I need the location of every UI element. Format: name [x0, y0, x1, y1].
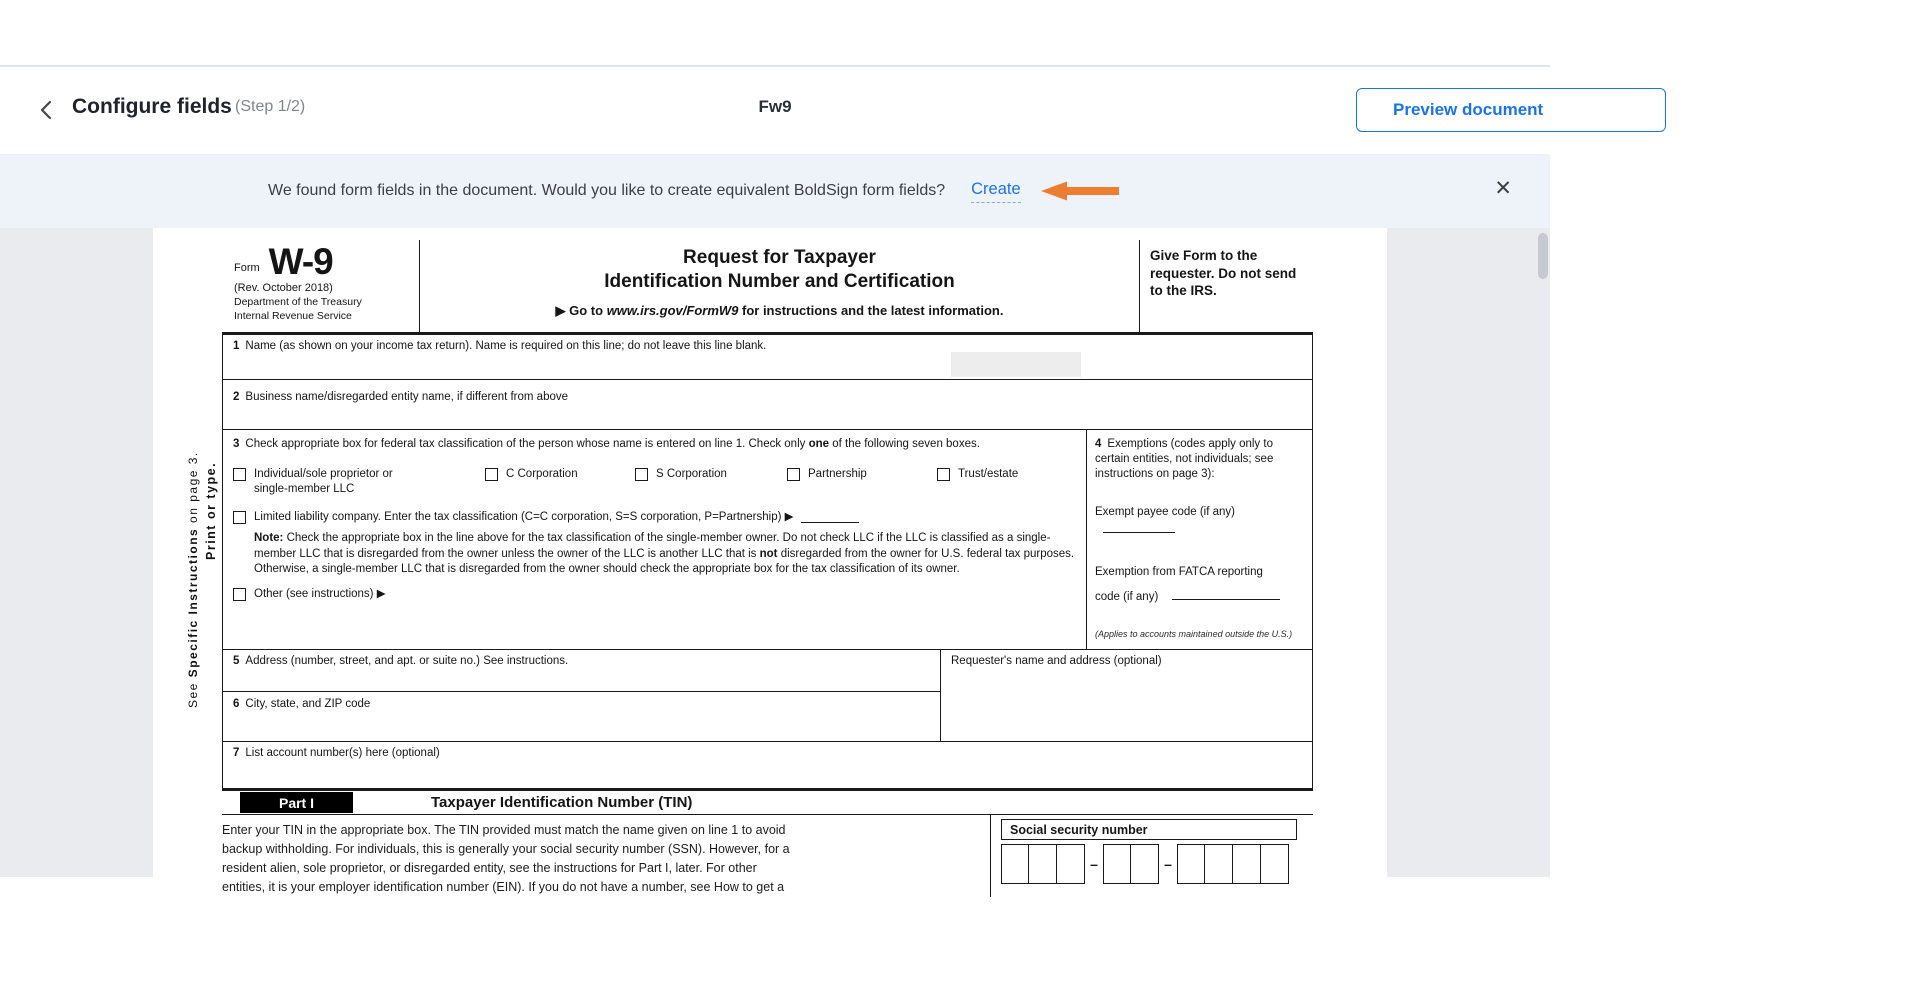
line6-label: City, state, and ZIP code — [245, 698, 371, 710]
agency-label: Internal Revenue Service — [234, 310, 352, 323]
fatca-line2: code (if any) — [1095, 587, 1304, 605]
classification-option — [485, 467, 635, 497]
form-title-line2: Identification Number and Certification — [604, 270, 955, 292]
part1-header-band — [222, 788, 1313, 815]
classification-checkbox[interactable] — [787, 468, 800, 481]
other-checkbox[interactable] — [233, 588, 246, 601]
w9-title-block — [420, 240, 1140, 332]
w9-address-section — [222, 650, 1313, 742]
classification-option-label: C Corporation — [506, 468, 578, 480]
classification-checkbox[interactable] — [485, 468, 498, 481]
w9-form — [186, 240, 1313, 897]
llc-label: Limited liability company. Enter the tax classification (C=C corporation, S=S corporation, P=Partnership) ▶ — [254, 511, 794, 523]
top-strip — [0, 0, 1550, 67]
ssn-dash: – — [1164, 856, 1172, 872]
classification-checkbox-row — [233, 467, 1086, 497]
detected-form-field — [951, 352, 1081, 377]
preview-document-label: Preview document — [1393, 100, 1544, 119]
line6-city-row: 6 City, state, and ZIP code — [233, 698, 371, 710]
form-word: Form — [234, 262, 260, 275]
step-indicator: (Step 1/2) — [235, 98, 306, 115]
ssn-area — [990, 815, 1313, 897]
line4-label: 4 Exemptions (codes apply only to certain entities, not individuals; see instructions on page 3): — [1095, 438, 1274, 480]
w9-form-id-block — [222, 240, 420, 332]
ssn-dash: – — [1090, 856, 1098, 872]
fatca-line1: Exemption from FATCA reporting — [1095, 566, 1263, 578]
llc-note: Note: Check the appropriate box in the line above for the tax classification of the single-member owner. Do not check LLC if the LLC is classified as a single-member LLC that is disregarded from the owner unless the owner of the LLC is another LLC that is not disregarded from the owner for U.S. federal tax purposes. Otherwise, a single-member LLC that is disregarded from the owner should check the appropriate box for the tax classification of its owner. — [254, 532, 1075, 575]
w9-header-row — [222, 240, 1313, 335]
ssn-digit-box — [1131, 844, 1159, 884]
line3-classification-cell — [223, 430, 1087, 649]
classification-option-label: Trust/estate — [958, 468, 1019, 480]
classification-option-label: Partnership — [808, 468, 867, 480]
line2-label: Business name/disregarded entity name, if different from above — [245, 391, 569, 403]
ssn-digit-box — [1177, 844, 1205, 884]
exempt-payee-line: Exempt payee code (if any) — [1095, 505, 1304, 538]
part1-label: Part I — [240, 792, 353, 813]
form-title-line1: Request for Taxpayer — [683, 247, 876, 268]
w9-line2-business-row: 2 Business name/disregarded entity name, if different from above — [222, 380, 1313, 430]
classification-checkbox[interactable] — [937, 468, 950, 481]
ssn-digit-group — [1177, 844, 1289, 884]
left-arrow-annotation — [1039, 179, 1121, 203]
ssn-digit-box — [1029, 844, 1057, 884]
classification-option-label: Individual/sole proprietor or single-member LLC — [254, 468, 393, 495]
page-title: Configure fields — [72, 95, 232, 118]
document-viewer — [0, 228, 1550, 894]
llc-classification-blank — [801, 510, 859, 523]
ssn-digit-box — [1205, 844, 1233, 884]
requester-cell: Requester's name and address (optional) — [951, 655, 1162, 667]
line7-label: List account number(s) here (optional) — [245, 747, 440, 759]
ssn-digit-group — [1103, 844, 1159, 884]
form-revision: (Rev. October 2018) — [234, 282, 333, 295]
document-page[interactable] — [153, 228, 1387, 988]
give-form-note: Give Form to the requester. Do not send to the IRS. — [1150, 248, 1297, 299]
w9-line1-name-row: 1 Name (as shown on your income tax return). Name is required on this line; do not leave this line blank. — [222, 335, 1313, 380]
configure-fields-header — [0, 67, 1550, 154]
line3-label: 3 Check appropriate box for federal tax classification of the person whose name is entered on line 1. Check only one of the following seven boxes. — [233, 438, 980, 450]
classification-option — [937, 467, 1077, 497]
tin-paragraph: Enter your TIN in the appropriate box. The TIN provided must match the name given on line 1 to avoid backup withholding. For individuals, this is generally your social security number (SSN). However, for a resident alien, sole proprietor, or disregarded entity, see the instructions for Part I, later. For other entities, it is your employer identification number (EIN). If you do not have a number, see How to get a — [222, 823, 790, 894]
classification-option-label: S Corporation — [656, 468, 727, 480]
ssn-digit-box — [1233, 844, 1261, 884]
form-number: W-9 — [268, 241, 333, 282]
part1-title: Taxpayer Identification Number (TIN) — [431, 794, 693, 811]
w9-classification-section — [222, 430, 1313, 650]
line5-address-row: 5 Address (number, street, and apt. or suite no.) See instructions. — [223, 650, 940, 692]
line5-label: Address (number, street, and apt. or suite no.) See instructions. — [245, 655, 569, 667]
applies-note: (Applies to accounts maintained outside the U.S.) — [1095, 629, 1293, 639]
ssn-digit-group — [1001, 844, 1085, 884]
classification-checkbox[interactable] — [233, 468, 246, 481]
create-fields-link[interactable]: Create — [971, 180, 1021, 203]
form-fields-found-banner — [0, 154, 1550, 228]
ssn-digit-box — [1057, 844, 1085, 884]
classification-option — [635, 467, 787, 497]
ssn-digit-box — [1261, 844, 1289, 884]
preview-document-button[interactable] — [1356, 88, 1666, 132]
ssn-label-box: Social security number — [1001, 819, 1297, 840]
classification-checkbox[interactable] — [635, 468, 648, 481]
print-or-type-rotated-label: Print or type. — [204, 461, 218, 560]
llc-checkbox[interactable] — [233, 511, 246, 524]
scrollbar-thumb[interactable] — [1538, 233, 1548, 279]
left-arrow-icon — [1039, 179, 1121, 203]
close-banner-button[interactable] — [1494, 178, 1512, 199]
banner-message: We found form fields in the document. Would you like to create equivalent BoldSign form fields? — [268, 182, 946, 199]
close-icon: ✕ — [1494, 177, 1512, 200]
llc-checkbox-row — [233, 510, 1086, 525]
other-checkbox-row — [233, 587, 1086, 602]
classification-option — [787, 467, 937, 497]
line7-account-row: 7 List account number(s) here (optional) — [222, 742, 1313, 788]
document-name: Fw9 — [758, 97, 792, 116]
line1-label: Name (as shown on your income tax return). Name is required on this line; do not leave this line blank. — [245, 340, 767, 352]
ssn-digit-box — [1001, 844, 1029, 884]
classification-option — [233, 467, 485, 497]
goto-instructions-line: ▶ Go to www.irs.gov/FormW9 for instructions and the latest information. — [555, 302, 1004, 318]
see-instructions-rotated-label: See Specific Instructions on page 3. — [186, 451, 200, 708]
ssn-digit-box — [1103, 844, 1131, 884]
line4-exemptions-cell — [1087, 430, 1312, 649]
tin-section — [222, 815, 1313, 897]
other-label: Other (see instructions) ▶ — [254, 587, 386, 600]
ssn-digit-boxes — [1001, 844, 1313, 884]
department-label: Department of the Treasury — [234, 296, 362, 309]
